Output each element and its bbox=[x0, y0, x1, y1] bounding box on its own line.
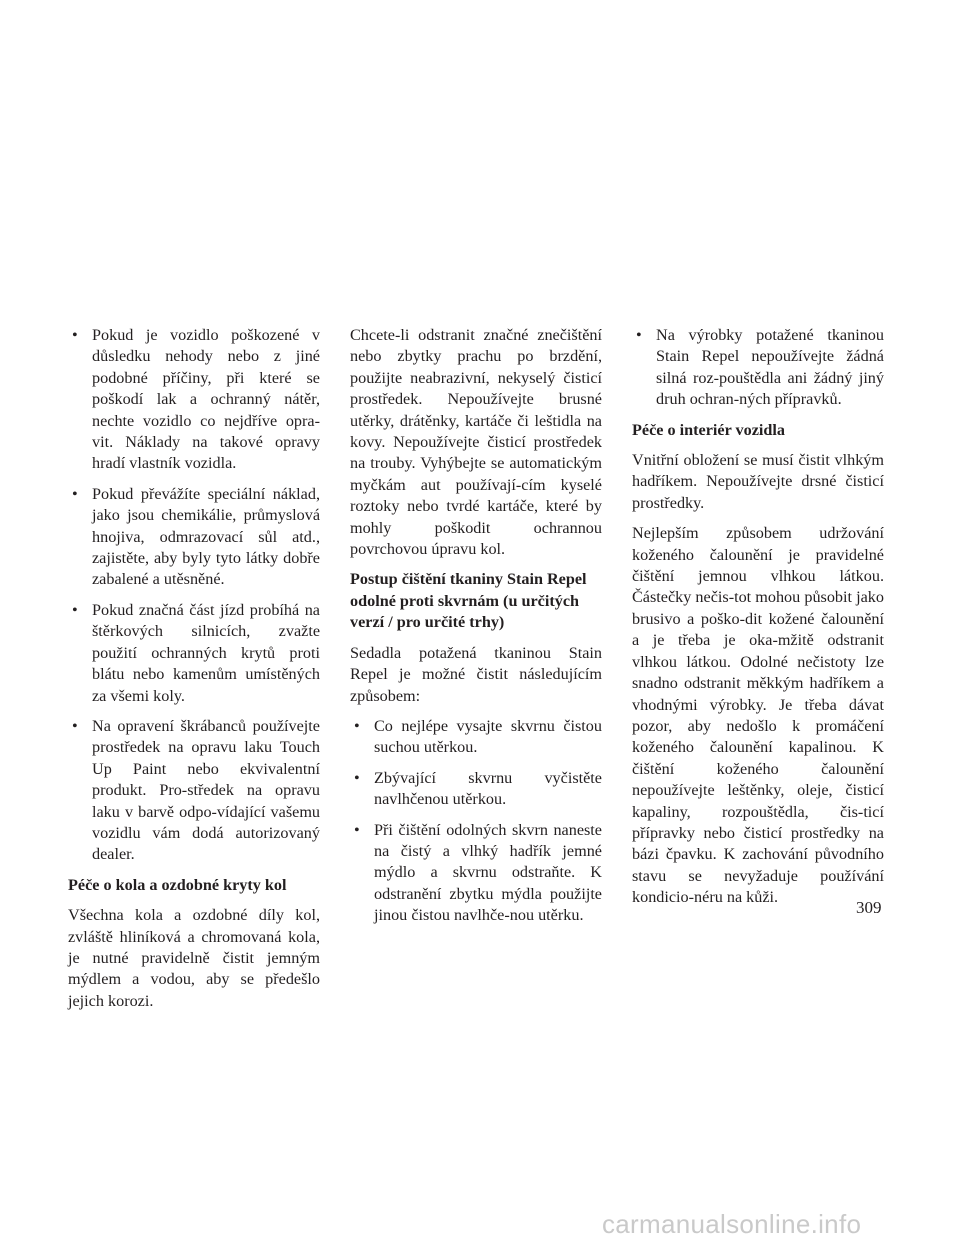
section-heading-stain-repel: Postup čištění tkaniny Stain Repel odolné proti skvrnám (u určitých verzí / pro určité trhy) bbox=[350, 570, 587, 632]
body-paragraph: Nejlepším způsobem udržování koženého čalounění je pravidelné čištění jemnou vlhkou látkou. Částečky nečis-tot mohou působit jako brusivo a poško-dit kožené čalounění a je třeba je oka-mžitě odstranit vlhkou látkou. Odolné nečistoty lze snadno odstranit měkkým hadříkem a vhodnými výrobky. Je třeba dávat pozor, aby nedošlo k promáčení koženého čalounění kapalinou. K čištění koženého čalounění nepoužívejte leštěnky, oleje, čisticí kapaliny, rozpouštědla, čis-ticí přípravky nebo čisticí prostředky na bázi čpavku. K zachování původního stavu se nevyžaduje používání kondicio-néru na kůži. bbox=[632, 524, 884, 907]
section-heading-interior: Péče o interiér vozidla bbox=[632, 420, 785, 439]
list-item: • Pokud převážíte speciální náklad, jako jsou chemikálie, průmyslová hnojiva, odmrazovací sůl atd., zajistěte, aby byly tyto látky dobře zabalené a utěsněné. bbox=[68, 484, 320, 591]
body-paragraph: Chcete-li odstranit značné znečištění nebo zbytky prachu po brzdění, použijte neabrazivní, nekyselý čisticí prostředek. Nepoužívejte brusné utěrky, drátěnky, kartáče či leštidla na kovy. Nepoužívejte čisticí prostředek na trouby. Vyhýbejte se automatickým myčkám aut používají-cím kyselé roztoky nebo tvrdé kartáče, které by mohly poškodit ochrannou povrchovou úpravu kol. bbox=[350, 326, 602, 559]
text-column-1 bbox=[68, 325, 320, 1021]
watermark: carmanualsonline.info bbox=[602, 1209, 862, 1239]
text-column-2 bbox=[350, 325, 602, 936]
list-item: • Pokud značná část jízd probíhá na štěrkových silnicích, zvažte použití ochranných krytů proti blátu nebo kamenům umístěných za všemi koly. bbox=[68, 600, 320, 707]
list-item: • Na výrobky potažené tkaninou Stain Repel nepoužívejte žádná silná roz-pouštědla ani žádný jiný druh ochran-ných přípravků. bbox=[632, 325, 884, 411]
list-item: • Zbývající skvrnu vyčistěte navlhčenou utěrkou. bbox=[350, 768, 602, 811]
list-item: • Při čištění odolných skvrn naneste na čistý a vlhký hadřík jemné mýdlo a skvrnu odstraňte. K odstranění zbytku mýdla použijte jinou čistou navlhče-nou utěrku. bbox=[350, 820, 602, 927]
page-number: 309 bbox=[856, 898, 882, 917]
body-paragraph: Všechna kola a ozdobné díly kol, zvláště hliníková a chromovaná kola, je nutné pravidelně čistit jemným mýdlem a vodou, aby se předešlo jejich korozi. bbox=[68, 906, 320, 1010]
body-paragraph: Sedadla potažená tkaninou Stain Repel je možné čistit následujícím způsobem: bbox=[350, 643, 602, 705]
list-item: • Pokud je vozidlo poškozené v důsledku nehody nebo z jiné podobné příčiny, při které se poškodí lak a ochranný nátěr, nechte vozidlo co nejdříve opra-vit. Náklady na takové opravy hradí vlastník vozidla. bbox=[68, 325, 320, 475]
bullet-list bbox=[68, 325, 320, 866]
bullet-list bbox=[350, 716, 602, 927]
section-heading-wheels: Péče o kola a ozdobné kryty kol bbox=[68, 875, 287, 894]
list-item: • Na opravení škrábanců používejte prostředek na opravu laku Touch Up Paint nebo ekvivalentní produkt. Pro-středek na opravu laku v barvě odpo-vídající vašemu vozidlu vám dodá autorizovaný dealer. bbox=[68, 716, 320, 866]
list-item: • Co nejlépe vysajte skvrnu čistou suchou utěrkou. bbox=[350, 716, 602, 759]
bullet-list bbox=[632, 325, 884, 411]
text-column-3 bbox=[632, 325, 884, 918]
body-paragraph: Vnitřní obložení se musí čistit vlhkým hadříkem. Nepoužívejte drsné čisticí prostředky. bbox=[632, 451, 884, 512]
